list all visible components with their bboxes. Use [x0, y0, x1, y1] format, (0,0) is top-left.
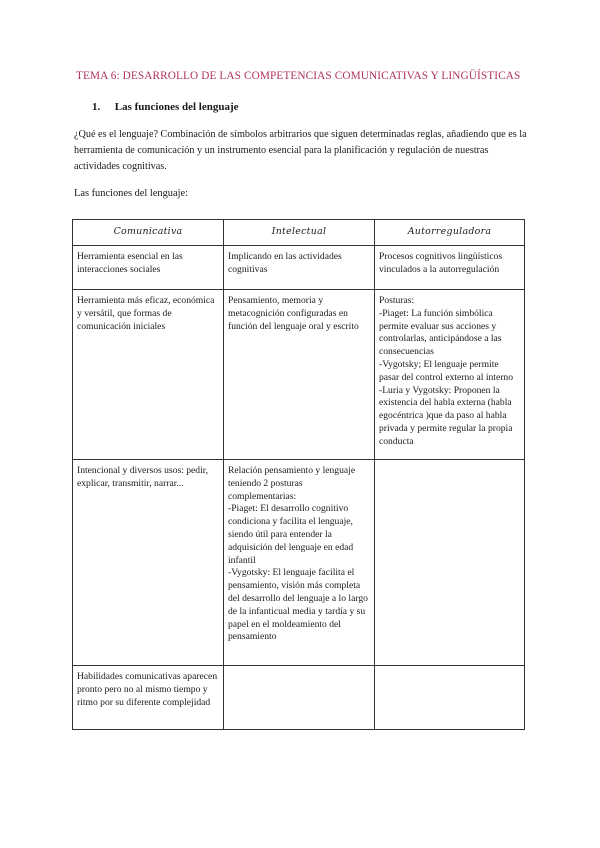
intro-paragraph: ¿Qué es el lenguaje? Combinación de símbolos arbitrarios que siguen determinadas reglas, añadiendo que es la herramienta de comunicación y un instrumento esencial para la planificación y regulación de nuestras actividades cognitivas.: [74, 129, 527, 172]
section-heading-text: Las funciones del lenguaje: [114, 101, 239, 113]
cell-intellectual: [224, 460, 375, 666]
cell-communicative: [73, 460, 224, 666]
cell-communicative: [73, 290, 224, 460]
cell-text: -Vygotsky; El lenguaje permite pasar del control externo al interno: [379, 358, 513, 383]
cell-intellectual: [224, 246, 375, 290]
cell-text: Relación pensamiento y lenguaje teniendo 2 posturas complementarias:: [228, 465, 356, 502]
page-title: TEMA 6: DESARROLLO DE LAS COMPETENCIAS COMUNICATIVAS Y LINGÜÍSTICAS: [76, 70, 521, 82]
cell-self-regulatory: [375, 246, 525, 290]
cell-self-regulatory: [375, 290, 525, 460]
cell-text: Procesos cognitivos lingüísticos vinculados a la autorregulación: [379, 251, 503, 275]
cell-text: Pensamiento, memoria y metacognición configuradas en función del lenguaje oral y escrito: [228, 295, 359, 332]
cell-text: Implicando en las actividades cognitivas: [228, 251, 342, 275]
functions-label: Las funciones del lenguaje:: [74, 188, 188, 199]
cell-communicative: [73, 666, 224, 730]
cell-text: Intencional y diversos usos: pedir, explicar, transmitir, narrar...: [77, 465, 208, 489]
cell-communicative: [73, 246, 224, 290]
cell-text: Habilidades comunicativas aparecen pronto pero no al mismo tiempo y ritmo por su diferente complejidad: [77, 671, 218, 708]
cell-intellectual: [224, 290, 375, 460]
cell-text: Herramienta más eficaz, económica y versátil, que formas de comunicación iniciales: [77, 295, 215, 332]
section-heading: [92, 101, 239, 113]
table-row: [73, 246, 525, 290]
table-row: [73, 666, 525, 730]
cell-text: Herramienta esencial en las interacciones sociales: [77, 251, 183, 275]
cell-intellectual: [224, 666, 375, 730]
section-number: 1.: [92, 101, 101, 113]
functions-table: [72, 219, 525, 730]
cell-text: -Luria y Vygotsky: Proponen la existencia del habla externa (habla egocéntrica )que da paso al habla privada y permite regular la propia conducta: [379, 384, 513, 447]
cell-text: -Piaget: El desarrollo cognitivo condiciona y facilita el lenguaje, siendo útil para entender la adquisición del lenguaje en edad infantil: [228, 503, 354, 566]
cell-text: -Vygotsky: El lenguaje facilita el pensamiento, visión más completa del desarrollo del lenguaje a lo largo de la infanticual media y tardía y su papel en el moldeamiento del pensamiento: [228, 567, 368, 643]
header-communicative: Comunicativa: [73, 220, 224, 246]
cell-self-regulatory: [375, 666, 525, 730]
cell-text: -Piaget: La función simbólica permite evaluar sus acciones y controlarlas, anticipándose a las consecuencias: [379, 307, 502, 358]
table-row: [73, 290, 525, 460]
table-row: [73, 460, 525, 666]
header-self-regulatory: Autorreguladora: [375, 220, 525, 246]
cell-self-regulatory: [375, 460, 525, 666]
header-intellectual: Intelectual: [224, 220, 375, 246]
cell-text: Posturas:: [379, 295, 415, 306]
table-header-row: [73, 220, 525, 246]
